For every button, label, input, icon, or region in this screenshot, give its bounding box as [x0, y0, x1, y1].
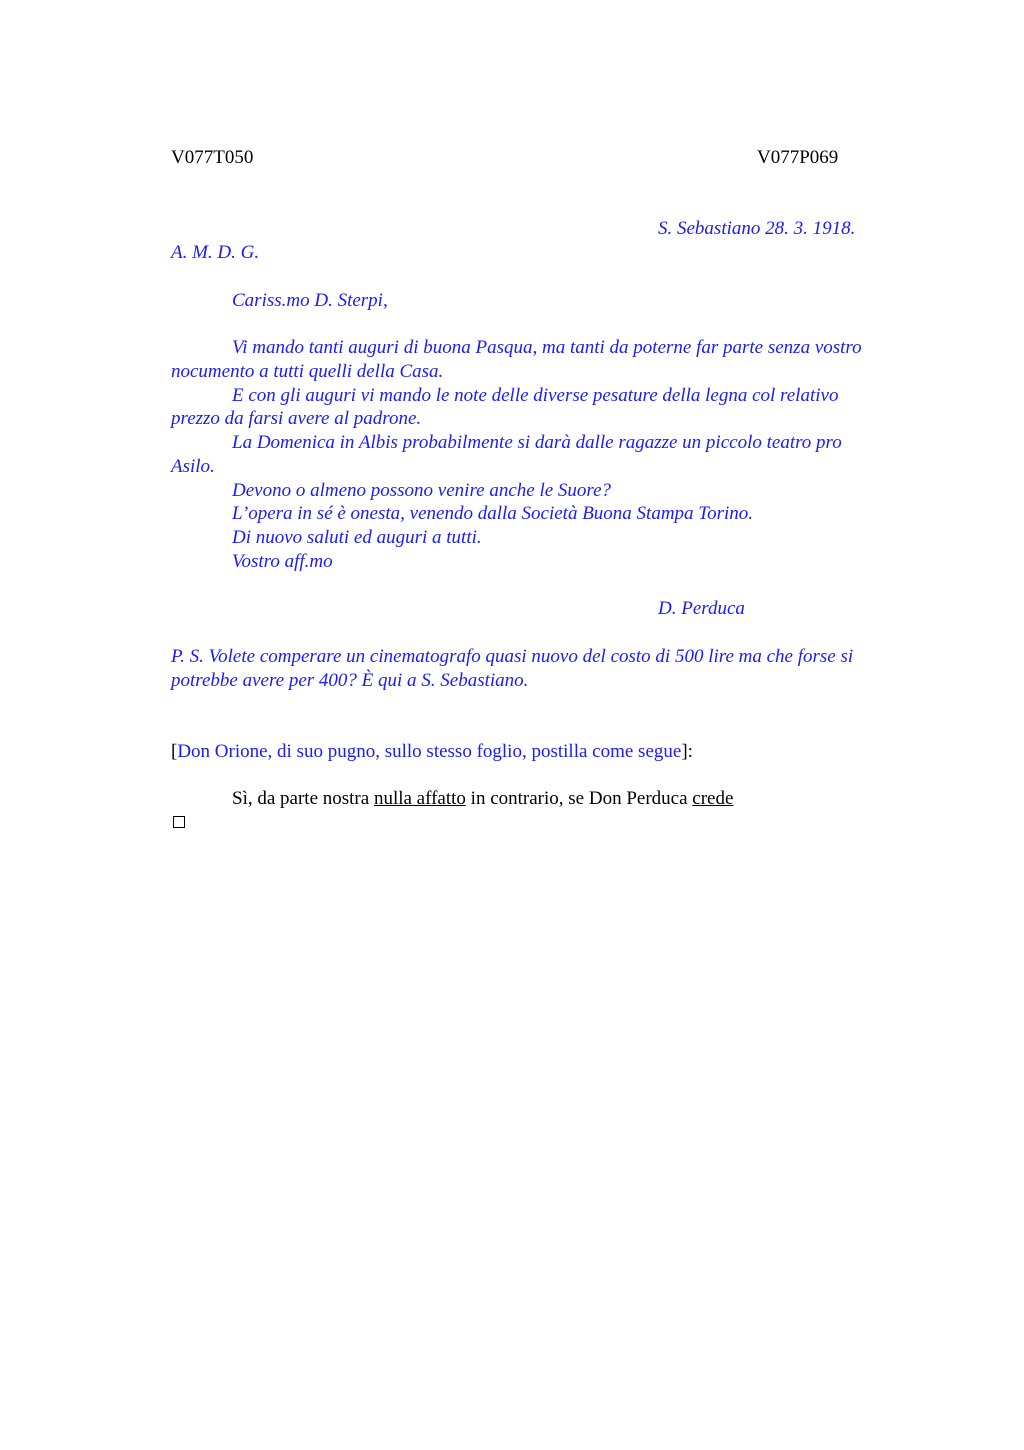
- reply-text: in contrario, se Don Perduca: [465, 788, 693, 809]
- letter-line: Devono o almeno possono venire anche le Suore?: [232, 480, 612, 501]
- signature: D. Perduca: [658, 598, 745, 619]
- letter-line: nocumento a tutti quelli della Casa.: [171, 361, 444, 382]
- letter-line: La Domenica in Albis probabilmente si darà dalle ragazze un piccolo teatro pro: [232, 432, 842, 453]
- letter-line: Vi mando tanti auguri di buona Pasqua, ma tanti da poterne far parte senza vostro: [232, 337, 862, 358]
- letter-line: Asilo.: [171, 456, 215, 477]
- letter-line: Di nuovo saluti ed auguri a tutti.: [232, 527, 482, 548]
- letter-line: prezzo da farsi avere al padrone.: [171, 408, 422, 429]
- note-text: Don Orione, di suo pugno, sullo stesso foglio, postilla come segue: [177, 741, 682, 762]
- letter-line: Vostro aff.mo: [232, 551, 333, 572]
- note-close-bracket: ]:: [681, 741, 693, 762]
- postscript-line: P. S. Volete comperare un cinematografo quasi nuovo del costo di 500 lire ma che forse si: [171, 646, 854, 667]
- reply-text: Sì, da parte nostra: [232, 788, 374, 809]
- motto: A. M. D. G.: [171, 242, 260, 263]
- checkbox-icon: [173, 816, 185, 828]
- document-code-left: V077T050: [171, 147, 254, 168]
- letter-line: L’opera in sé è onesta, venendo dalla Società Buona Stampa Torino.: [232, 503, 754, 524]
- reply-line: [232, 788, 733, 810]
- place-date: S. Sebastiano 28. 3. 1918.: [658, 218, 856, 239]
- editorial-note: [171, 741, 693, 763]
- postscript-line: potrebbe avere per 400? È qui a S. Sebastiano.: [171, 670, 529, 691]
- letter-line: E con gli auguri vi mando le note delle diverse pesature della legna col relativo: [232, 385, 839, 406]
- salutation: Cariss.mo D. Sterpi,: [232, 290, 388, 311]
- document-code-right: V077P069: [757, 147, 839, 168]
- reply-underlined: crede: [692, 788, 734, 809]
- reply-underlined: nulla affatto: [373, 788, 466, 809]
- note-open-bracket: [: [171, 741, 178, 762]
